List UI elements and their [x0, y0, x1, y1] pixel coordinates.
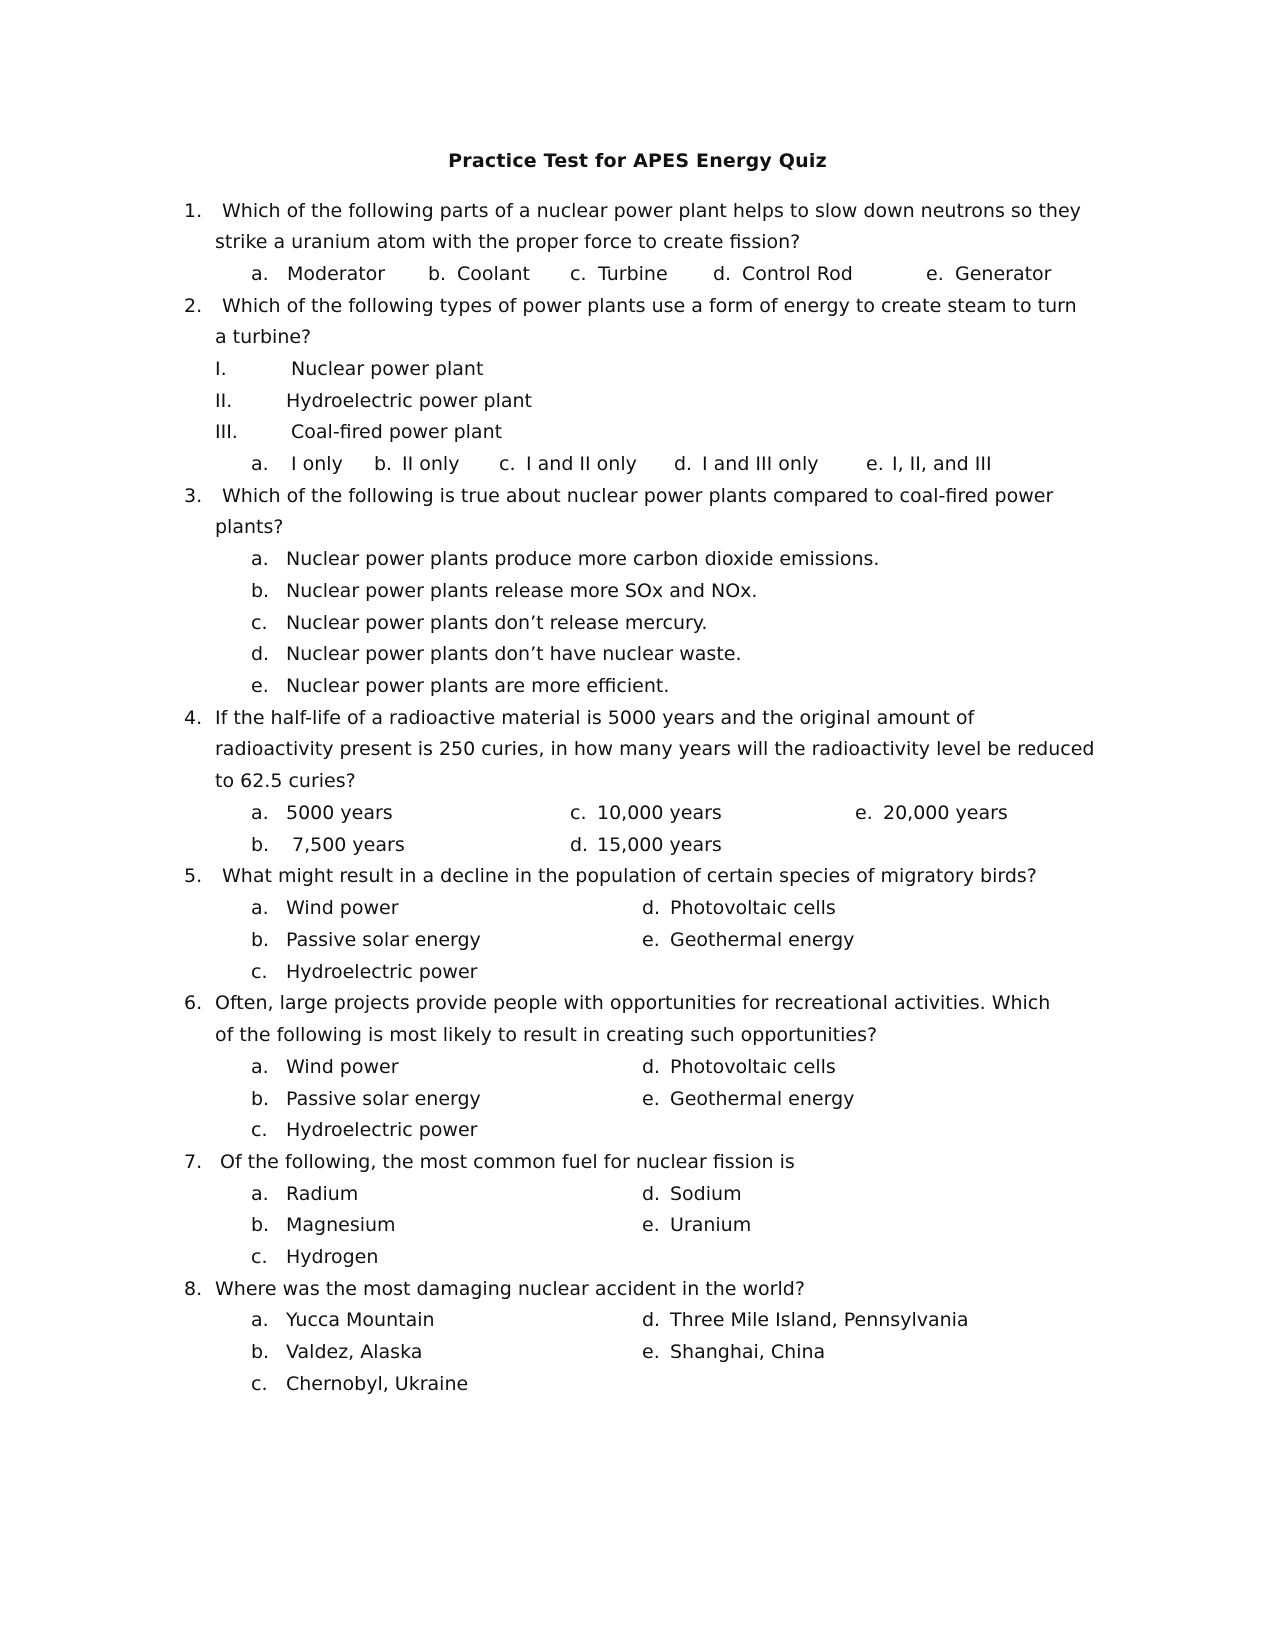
- option-letter: c.: [251, 961, 268, 983]
- option-letter: c.: [570, 802, 587, 824]
- option-text: Magnesium: [286, 1214, 396, 1236]
- option-text: 5000 years: [286, 802, 393, 824]
- option-text: 20,000 years: [883, 802, 1008, 824]
- option-text: I, II, and III: [892, 453, 992, 475]
- option-text: Hydroelectric power: [286, 1119, 478, 1141]
- option-letter: e.: [642, 1214, 660, 1236]
- question-stem: plants?: [215, 516, 284, 538]
- option-text: Passive solar energy: [286, 929, 481, 951]
- option-text: Sodium: [670, 1183, 742, 1205]
- option-text: I and III only: [702, 453, 819, 475]
- option-letter: d.: [642, 1056, 661, 1078]
- option-text: Nuclear power plants are more efficient.: [286, 675, 670, 697]
- option-letter: e.: [866, 453, 884, 475]
- option-letter: c.: [251, 1373, 268, 1395]
- option-text: Hydroelectric power: [286, 961, 478, 983]
- option-text: Nuclear power plants don’t have nuclear waste.: [286, 643, 742, 665]
- question-number: 7.: [184, 1151, 203, 1173]
- option-text: Coolant: [457, 263, 530, 285]
- option-text: 10,000 years: [597, 802, 722, 824]
- question-number: 6.: [184, 992, 203, 1014]
- option-letter: c.: [251, 1246, 268, 1268]
- question-stem: If the half-life of a radioactive material is 5000 years and the original amount of: [215, 707, 975, 729]
- option-letter: d.: [642, 897, 661, 919]
- option-letter: d.: [674, 453, 693, 475]
- option-letter: d.: [642, 1183, 661, 1205]
- roman-numeral: III.: [215, 421, 238, 443]
- option-letter: d.: [570, 834, 589, 856]
- option-text: Passive solar energy: [286, 1088, 481, 1110]
- option-text: Nuclear power plants produce more carbon dioxide emissions.: [286, 548, 880, 570]
- option-letter: c.: [251, 612, 268, 634]
- option-letter: a.: [251, 263, 269, 285]
- question-number: 5.: [184, 865, 203, 887]
- option-text: Wind power: [286, 897, 399, 919]
- question-stem: Which of the following parts of a nuclear power plant helps to slow down neutrons so they: [222, 200, 1081, 222]
- option-text: Photovoltaic cells: [670, 1056, 836, 1078]
- option-letter: b.: [251, 834, 270, 856]
- question-stem: radioactivity present is 250 curies, in how many years will the radioactivity level be reduced: [215, 738, 1095, 760]
- question-stem: strike a uranium atom with the proper force to create fission?: [215, 231, 801, 253]
- roman-text: Nuclear power plant: [291, 358, 484, 380]
- option-letter: b.: [251, 1088, 270, 1110]
- option-letter: a.: [251, 453, 269, 475]
- option-letter: c.: [570, 263, 587, 285]
- option-text: Nuclear power plants release more SOx and NOx.: [286, 580, 758, 602]
- question-stem: Often, large projects provide people with opportunities for recreational activities. Which: [215, 992, 1051, 1014]
- option-letter: e.: [251, 675, 269, 697]
- option-text: Moderator: [287, 263, 386, 285]
- option-letter: e.: [642, 1088, 660, 1110]
- option-letter: d.: [251, 643, 270, 665]
- option-text: Generator: [955, 263, 1052, 285]
- roman-text: Hydroelectric power plant: [286, 390, 532, 412]
- option-letter: a.: [251, 897, 269, 919]
- option-letter: b.: [251, 1214, 270, 1236]
- option-text: I only: [291, 453, 343, 475]
- option-letter: b.: [251, 929, 270, 951]
- option-letter: b.: [251, 1341, 270, 1363]
- question-stem: Of the following, the most common fuel for nuclear fission is: [220, 1151, 795, 1173]
- option-letter: c.: [499, 453, 516, 475]
- option-text: Radium: [286, 1183, 359, 1205]
- option-text: Yucca Mountain: [286, 1309, 435, 1331]
- question-stem: of the following is most likely to result in creating such opportunities?: [215, 1024, 878, 1046]
- question-number: 8.: [184, 1278, 203, 1300]
- question-number: 2.: [184, 295, 203, 317]
- roman-numeral: I.: [215, 358, 227, 380]
- option-letter: a.: [251, 802, 269, 824]
- option-text: Chernobyl, Ukraine: [286, 1373, 469, 1395]
- option-text: Hydrogen: [286, 1246, 379, 1268]
- option-text: Geothermal energy: [670, 929, 855, 951]
- option-text: Uranium: [670, 1214, 752, 1236]
- option-text: Photovoltaic cells: [670, 897, 836, 919]
- option-text: 7,500 years: [292, 834, 405, 856]
- option-letter: b.: [428, 263, 447, 285]
- question-stem: Which of the following is true about nuclear power plants compared to coal-fired power: [222, 485, 1054, 507]
- option-letter: d.: [642, 1309, 661, 1331]
- option-text: I and II only: [526, 453, 637, 475]
- question-stem: a turbine?: [215, 326, 312, 348]
- option-letter: e.: [642, 1341, 660, 1363]
- option-letter: a.: [251, 1056, 269, 1078]
- option-text: Three Mile Island, Pennsylvania: [670, 1309, 969, 1331]
- question-stem: Where was the most damaging nuclear accident in the world?: [215, 1278, 805, 1300]
- option-text: Valdez, Alaska: [286, 1341, 423, 1363]
- option-text: Nuclear power plants don’t release mercury.: [286, 612, 708, 634]
- option-letter: a.: [251, 1309, 269, 1331]
- option-text: Control Rod: [742, 263, 853, 285]
- question-number: 3.: [184, 485, 203, 507]
- option-letter: e.: [642, 929, 660, 951]
- roman-numeral: II.: [215, 390, 233, 412]
- question-number: 4.: [184, 707, 203, 729]
- option-text: Wind power: [286, 1056, 399, 1078]
- option-letter: e.: [855, 802, 873, 824]
- option-text: Shanghai, China: [670, 1341, 826, 1363]
- page-title: Practice Test for APES Energy Quiz: [448, 150, 827, 172]
- option-letter: a.: [251, 548, 269, 570]
- question-number: 1.: [184, 200, 203, 222]
- option-text: Geothermal energy: [670, 1088, 855, 1110]
- option-letter: a.: [251, 1183, 269, 1205]
- option-letter: b.: [251, 580, 270, 602]
- question-stem: Which of the following types of power plants use a form of energy to create steam to turn: [222, 295, 1077, 317]
- option-letter: d.: [713, 263, 732, 285]
- option-text: II only: [402, 453, 460, 475]
- option-text: 15,000 years: [597, 834, 722, 856]
- option-letter: e.: [926, 263, 944, 285]
- option-letter: c.: [251, 1119, 268, 1141]
- option-text: Turbine: [598, 263, 668, 285]
- roman-text: Coal-fired power plant: [291, 421, 503, 443]
- option-letter: b.: [374, 453, 393, 475]
- question-stem: to 62.5 curies?: [215, 770, 356, 792]
- question-stem: What might result in a decline in the population of certain species of migratory birds?: [222, 865, 1037, 887]
